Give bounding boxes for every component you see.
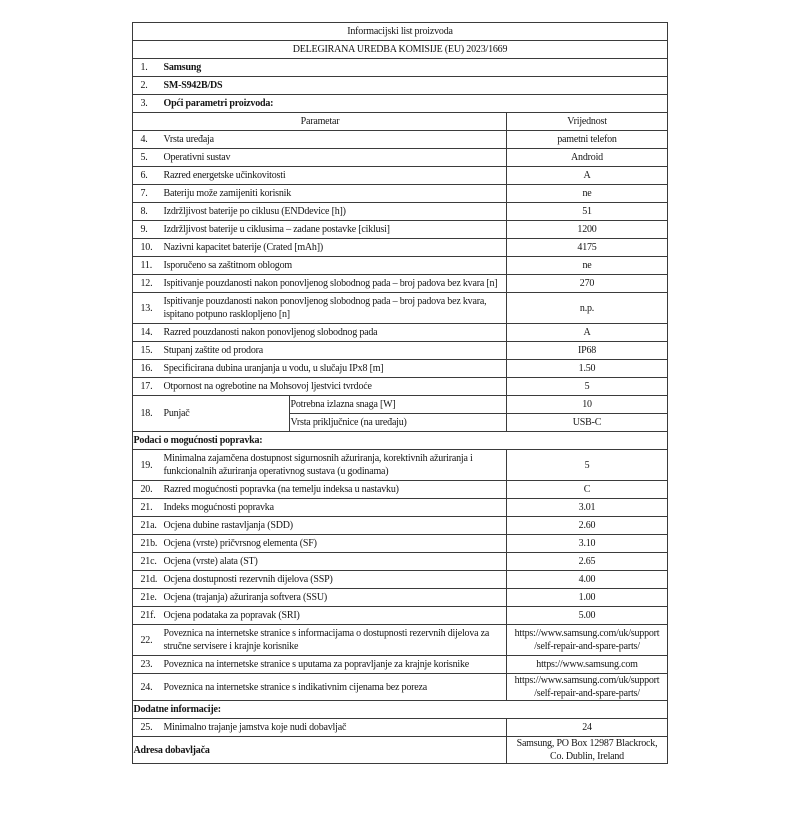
- row-number: 13.: [140, 302, 153, 314]
- parameter-cell: [133, 517, 507, 535]
- parameter-wrap: [133, 535, 506, 552]
- label-line: Punjač: [163, 408, 190, 419]
- table-row: [133, 553, 667, 571]
- parameter-wrap: [133, 275, 506, 292]
- label-line: Poveznica na internetske stranice s informacijama o dostupnosti rezervnih dijelova za: [163, 628, 490, 639]
- parameter-wrap: [133, 679, 506, 696]
- value-cell: 51: [507, 203, 667, 221]
- parameter-cell: [133, 203, 507, 221]
- parameter-wrap: [133, 378, 506, 395]
- parameter-wrap: [133, 742, 506, 759]
- label-line: Ocjena (trajanja) ažuriranja softvera (SSU): [163, 592, 328, 603]
- parameter-label: [163, 553, 506, 570]
- parameter-label: [163, 95, 666, 112]
- parameter-wrap: [133, 625, 506, 655]
- label-line: Nazivni kapacitet baterije (Crated [mAh]): [163, 242, 323, 253]
- value-cell: 4175: [507, 239, 667, 257]
- parameter-wrap: [133, 293, 506, 323]
- table-row: [133, 23, 667, 41]
- parameter-cell: [133, 221, 507, 239]
- parameter-column-header: Parametar: [133, 113, 507, 131]
- parameter-label: [163, 450, 506, 480]
- parameter-label: [163, 293, 506, 323]
- row-number: 15.: [140, 345, 153, 356]
- value-cell: IP68: [507, 342, 667, 360]
- value-cell: [507, 737, 667, 764]
- label-line: Minimalno trajanje jamstva koje nudi dobavljač: [163, 722, 347, 733]
- parameter-cell: [133, 481, 507, 499]
- parameter-cell: [133, 149, 507, 167]
- parameter-wrap: [133, 221, 506, 238]
- parameter-label: [163, 167, 506, 184]
- label-line: Ocjena dostupnosti rezervnih dijelova (SSP): [163, 574, 333, 585]
- parameter-label: [163, 59, 666, 76]
- parameter-wrap: [133, 203, 506, 220]
- row-number: 18.: [140, 408, 153, 419]
- parameter-label: [163, 607, 506, 624]
- label-line: Otpornost na ogrebotine na Mohsovoj ljestvici tvrdoće: [163, 381, 372, 392]
- table-row: [133, 481, 667, 499]
- label-line: Operativni sustav: [163, 152, 231, 163]
- parameter-label: [163, 679, 506, 696]
- table-row: [133, 257, 667, 275]
- label-line: Ispitivanje pouzdanosti nakon ponovljenog slobodnog pada – broj padova bez kvara,: [163, 296, 487, 307]
- label-line: Izdržljivost baterije u ciklusima – zadane postavke [ciklusi]: [163, 224, 390, 235]
- parameter-wrap: [133, 553, 506, 570]
- label-line: Minimalna zajamčena dostupnost sigurnosnih ažuriranja, korektivnih ažuriranja i: [163, 453, 473, 464]
- value-cell: 2.60: [507, 517, 667, 535]
- value-line: Samsung, PO Box 12987 Blackrock,: [516, 738, 658, 749]
- parameter-label: [163, 499, 506, 516]
- label-line: ispitano potpuno rasklopljeno [n]: [163, 309, 290, 320]
- label-line: Opći parametri proizvoda:: [163, 98, 274, 109]
- table-row: [133, 342, 667, 360]
- parameter-label: [163, 275, 506, 292]
- label-line: Specificirana dubina uranjanja u vodu, u slučaju IPx8 [m]: [163, 363, 384, 374]
- parameter-label: [163, 360, 506, 377]
- parameter-wrap: [133, 405, 289, 422]
- parameter-label: [163, 203, 506, 220]
- row-number: 3.: [140, 98, 148, 109]
- row-number: 23.: [140, 659, 153, 670]
- value-cell: 2.65: [507, 553, 667, 571]
- table-row: [133, 378, 667, 396]
- value-cell: 3.10: [507, 535, 667, 553]
- value-line: https://www.samsung.com/uk/support: [514, 675, 660, 686]
- sub-parameter-label: Vrsta priključnice (na uređaju): [290, 414, 507, 432]
- parameter-label: [163, 221, 506, 238]
- value-cell: 5: [507, 378, 667, 396]
- value-cell: 5.00: [507, 607, 667, 625]
- label-line: Ocjena podataka za popravak (SRI): [163, 610, 300, 621]
- table-row: [133, 149, 667, 167]
- parameter-wrap: [133, 656, 506, 673]
- product-information-sheet: [132, 22, 667, 764]
- label-line: Ocjena dubine rastavljanja (SDD): [163, 520, 293, 531]
- parameter-cell: [133, 656, 507, 674]
- parameter-label: [163, 589, 506, 606]
- value-cell: 1200: [507, 221, 667, 239]
- row-number: 17.: [140, 381, 153, 392]
- label-line: Ispitivanje pouzdanosti nakon ponovljenog slobodnog pada – broj padova bez kvara [n]: [163, 278, 498, 289]
- parameter-cell: [133, 589, 507, 607]
- section-header: Dodatne informacije:: [133, 701, 667, 719]
- parameter-cell: [133, 674, 507, 701]
- label-line: Izdržljivost baterije po ciklusu (ENDdevice [h]): [163, 206, 346, 217]
- parameter-cell: [133, 342, 507, 360]
- table-row: [133, 701, 667, 719]
- parameter-wrap: [133, 131, 506, 148]
- value-line: Co. Dublin, Ireland: [550, 751, 624, 762]
- row-number: 20.: [140, 484, 153, 495]
- parameter-label: [163, 405, 289, 422]
- table-row: [133, 607, 667, 625]
- parameter-wrap: [133, 149, 506, 166]
- table-row: [133, 293, 667, 324]
- row-number: 7.: [140, 188, 148, 199]
- parameter-cell: [133, 95, 667, 113]
- table-row: [133, 656, 667, 674]
- parameter-label: [163, 185, 506, 202]
- row-number: 21.: [140, 502, 153, 513]
- parameter-label: [163, 324, 506, 341]
- value-line: /self-repair-and-spare-parts/: [534, 641, 640, 652]
- row-number: 9.: [140, 224, 148, 235]
- parameter-cell: [133, 360, 507, 378]
- value-cell: 3.01: [507, 499, 667, 517]
- parameter-cell: [133, 625, 507, 656]
- label-line: Poveznica na internetske stranice s indikativnim cijenama bez poreza: [163, 681, 427, 693]
- table-row: [133, 535, 667, 553]
- parameter-cell: [133, 396, 290, 432]
- parameter-wrap: [133, 185, 506, 202]
- parameter-wrap: [133, 499, 506, 516]
- label-line: Ocjena (vrste) pričvrsnog elementa (SF): [163, 538, 317, 549]
- parameter-wrap: [133, 589, 506, 606]
- parameter-cell: [133, 719, 507, 737]
- table-row: [133, 589, 667, 607]
- label-line: Indeks mogućnosti popravka: [163, 502, 274, 513]
- parameter-cell: [133, 571, 507, 589]
- row-number: 2.: [140, 80, 148, 91]
- sub-parameter-label: Potrebna izlazna snaga [W]: [290, 396, 507, 414]
- label-line: Stupanj zaštite od prodora: [163, 345, 263, 356]
- label-line: Razred energetske učinkovitosti: [163, 170, 286, 181]
- table-row: [133, 59, 667, 77]
- parameter-cell: [133, 167, 507, 185]
- row-number: 25.: [140, 722, 153, 733]
- row-number: 4.: [140, 134, 148, 145]
- parameter-wrap: [133, 324, 506, 341]
- label-line: Vrsta uređaja: [163, 134, 214, 145]
- parameter-cell: [133, 378, 507, 396]
- value-cell: A: [507, 324, 667, 342]
- parameter-cell: [133, 450, 507, 481]
- row-number: 16.: [140, 363, 153, 374]
- parameter-cell: [133, 257, 507, 275]
- parameter-label: [163, 571, 506, 588]
- label-line: Isporučeno sa zaštitnom oblogom: [163, 260, 292, 271]
- row-number: 21f.: [140, 610, 156, 621]
- parameter-wrap: [133, 607, 506, 624]
- row-number: 11.: [140, 260, 153, 271]
- parameter-label: [163, 257, 506, 274]
- table-body: [133, 23, 667, 764]
- table-row: [133, 203, 667, 221]
- parameter-cell: [133, 737, 507, 764]
- label-line: Adresa dobavljača: [133, 744, 210, 756]
- value-column-header: Vrijednost: [507, 113, 667, 131]
- row-number: 14.: [140, 327, 153, 338]
- table-row: [133, 113, 667, 131]
- table-row: [133, 185, 667, 203]
- value-cell: 1.50: [507, 360, 667, 378]
- table-row: [133, 167, 667, 185]
- row-number: 24.: [140, 681, 153, 693]
- row-number: 19.: [140, 459, 153, 471]
- parameter-wrap: [133, 239, 506, 256]
- label-line: Bateriju može zamijeniti korisnik: [163, 188, 292, 199]
- parameter-label: [163, 656, 506, 673]
- table-row: [133, 131, 667, 149]
- value-cell: 10: [507, 396, 667, 414]
- row-number: 12.: [140, 278, 153, 289]
- parameter-cell: [133, 607, 507, 625]
- row-number: 6.: [140, 170, 148, 181]
- label-line: Samsung: [163, 62, 201, 73]
- parameter-wrap: [133, 77, 666, 94]
- document-page: [0, 22, 800, 764]
- row-number: 21a.: [140, 520, 157, 531]
- value-line: https://www.samsung.com/uk/support: [514, 628, 660, 639]
- value-cell: 5: [507, 450, 667, 481]
- value-line: /self-repair-and-spare-parts/: [534, 688, 640, 699]
- section-header: Podaci o mogućnosti popravka:: [133, 432, 667, 450]
- table-row: [133, 77, 667, 95]
- parameter-wrap: [133, 59, 666, 76]
- parameter-cell: [133, 324, 507, 342]
- parameter-cell: [133, 77, 667, 95]
- parameter-label: [163, 481, 506, 498]
- value-cell: A: [507, 167, 667, 185]
- parameter-wrap: [133, 167, 506, 184]
- value-cell: ne: [507, 185, 667, 203]
- parameter-cell: [133, 499, 507, 517]
- label-line: funkcionalnih ažuriranja operativnog sustava (u godinama): [163, 466, 389, 477]
- parameter-wrap: [133, 719, 506, 736]
- label-line: Ocjena (vrste) alata (ST): [163, 556, 258, 567]
- table-row: [133, 432, 667, 450]
- parameter-cell: [133, 553, 507, 571]
- table-row: [133, 450, 667, 481]
- parameter-wrap: [133, 481, 506, 498]
- parameter-cell: [133, 275, 507, 293]
- label-line: Poveznica na internetske stranice s uputama za popravljanje za krajnje korisnike: [163, 659, 470, 670]
- row-number: 21b.: [140, 538, 158, 549]
- table-row: [133, 499, 667, 517]
- label-line: Razred pouzdanosti nakon ponovljenog slobodnog pada: [163, 327, 378, 338]
- table-row: [133, 674, 667, 701]
- parameter-wrap: [133, 517, 506, 534]
- value-cell: USB-C: [507, 414, 667, 432]
- table-row: [133, 396, 667, 414]
- value-cell: 270: [507, 275, 667, 293]
- table-row: [133, 737, 667, 764]
- table-row: [133, 719, 667, 737]
- parameter-wrap: [133, 571, 506, 588]
- parameter-label: [163, 535, 506, 552]
- label-line: SM-S942B/DS: [163, 80, 223, 91]
- row-number: 5.: [140, 152, 148, 163]
- parameter-label: [163, 239, 506, 256]
- value-cell: n.p.: [507, 293, 667, 324]
- parameter-cell: [133, 131, 507, 149]
- table-row: [133, 275, 667, 293]
- table-row: [133, 239, 667, 257]
- parameter-label: [133, 742, 506, 759]
- table-row: [133, 95, 667, 113]
- row-number: 10.: [140, 242, 153, 253]
- parameter-label: [163, 719, 506, 736]
- table-row: [133, 41, 667, 59]
- parameter-cell: [133, 293, 507, 324]
- row-number: 22.: [140, 634, 153, 646]
- parameter-wrap: [133, 342, 506, 359]
- parameter-label: [163, 342, 506, 359]
- row-number: 1.: [140, 62, 148, 73]
- value-cell: C: [507, 481, 667, 499]
- table-row: [133, 571, 667, 589]
- parameter-wrap: [133, 360, 506, 377]
- value-cell: ne: [507, 257, 667, 275]
- value-cell: Android: [507, 149, 667, 167]
- table-row: [133, 625, 667, 656]
- value-cell: 4.00: [507, 571, 667, 589]
- row-number: 21c.: [140, 556, 157, 567]
- parameter-label: [163, 149, 506, 166]
- parameter-label: [163, 77, 666, 94]
- parameter-label: [163, 625, 506, 655]
- parameter-cell: [133, 59, 667, 77]
- label-line: stručne servisere i krajnje korisnike: [163, 641, 299, 652]
- table-row: [133, 221, 667, 239]
- parameter-label: [163, 131, 506, 148]
- parameter-label: [163, 517, 506, 534]
- row-number: 21d.: [140, 574, 158, 585]
- table-row: [133, 360, 667, 378]
- parameter-wrap: [133, 95, 666, 112]
- parameter-wrap: [133, 450, 506, 480]
- value-cell: 24: [507, 719, 667, 737]
- parameter-cell: [133, 185, 507, 203]
- document-title: Informacijski list proizvoda: [133, 23, 667, 41]
- parameter-cell: [133, 239, 507, 257]
- value-cell: [507, 625, 667, 656]
- table-row: [133, 517, 667, 535]
- table-row: [133, 324, 667, 342]
- value-cell: 1.00: [507, 589, 667, 607]
- parameter-wrap: [133, 257, 506, 274]
- label-line: Razred mogućnosti popravka (na temelju indeksa u nastavku): [163, 484, 399, 495]
- row-number: 8.: [140, 206, 148, 217]
- value-cell: pametni telefon: [507, 131, 667, 149]
- document-subtitle: DELEGIRANA UREDBA KOMISIJE (EU) 2023/1669: [133, 41, 667, 59]
- row-number: 21e.: [140, 592, 157, 603]
- parameter-label: [163, 378, 506, 395]
- value-cell: https://www.samsung.com: [507, 656, 667, 674]
- parameter-cell: [133, 535, 507, 553]
- value-cell: [507, 674, 667, 701]
